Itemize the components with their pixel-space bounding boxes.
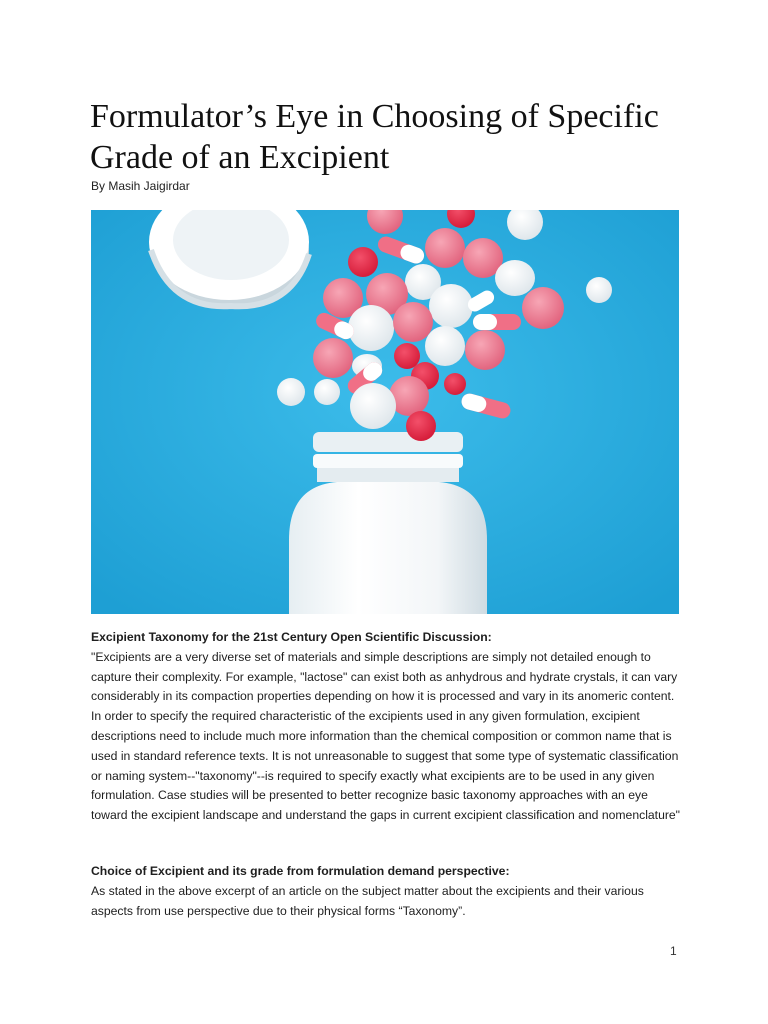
page-number: 1 (670, 944, 677, 958)
author-byline: By Masih Jaigirdar (91, 179, 190, 193)
hero-image-pills-spilling-from-bottle (91, 210, 679, 614)
pill-bottle (289, 432, 487, 614)
section-heading: Excipient Taxonomy for the 21st Century Open Scientific Discussion: (91, 630, 492, 644)
pills-illustration (91, 210, 679, 614)
section-heading: Choice of Excipient and its grade from formulation demand perspective: (91, 864, 510, 878)
section-choice-of-excipient (91, 862, 683, 921)
document-title: Formulator’s Eye in Choosing of Specific Grade of an Excipient (90, 98, 659, 176)
section-excipient-taxonomy (91, 628, 683, 826)
section-body: As stated in the above excerpt of an article on the subject matter about the excipients and their various aspects from use perspective due to their physical forms “Taxonomy”. (91, 883, 644, 918)
section-body: "Excipients are a very diverse set of materials and simple descriptions are simply not detailed enough to capture their complexity. For example, "lactose" can exist both as anhydrous and hydrate crystals, it can vary considerably in its compaction properties depending on how it is processed and vary in its anomeric content. In order to specify the required characteristic of the excipients used in any given formulation, excipient descriptions need to include much more information than the chemical composition or common name that is used in standard reference texts. It is not unreasonable to suggest that some type of systematic classification or naming system--"taxonomy"--is required to specify exactly what excipients are to be used in any given formulation. Case studies will be presented to better recognize basic taxonomy approaches with an eye toward the excipient landscape and understand the gaps in current excipient classification and nomenclature" (91, 649, 681, 823)
